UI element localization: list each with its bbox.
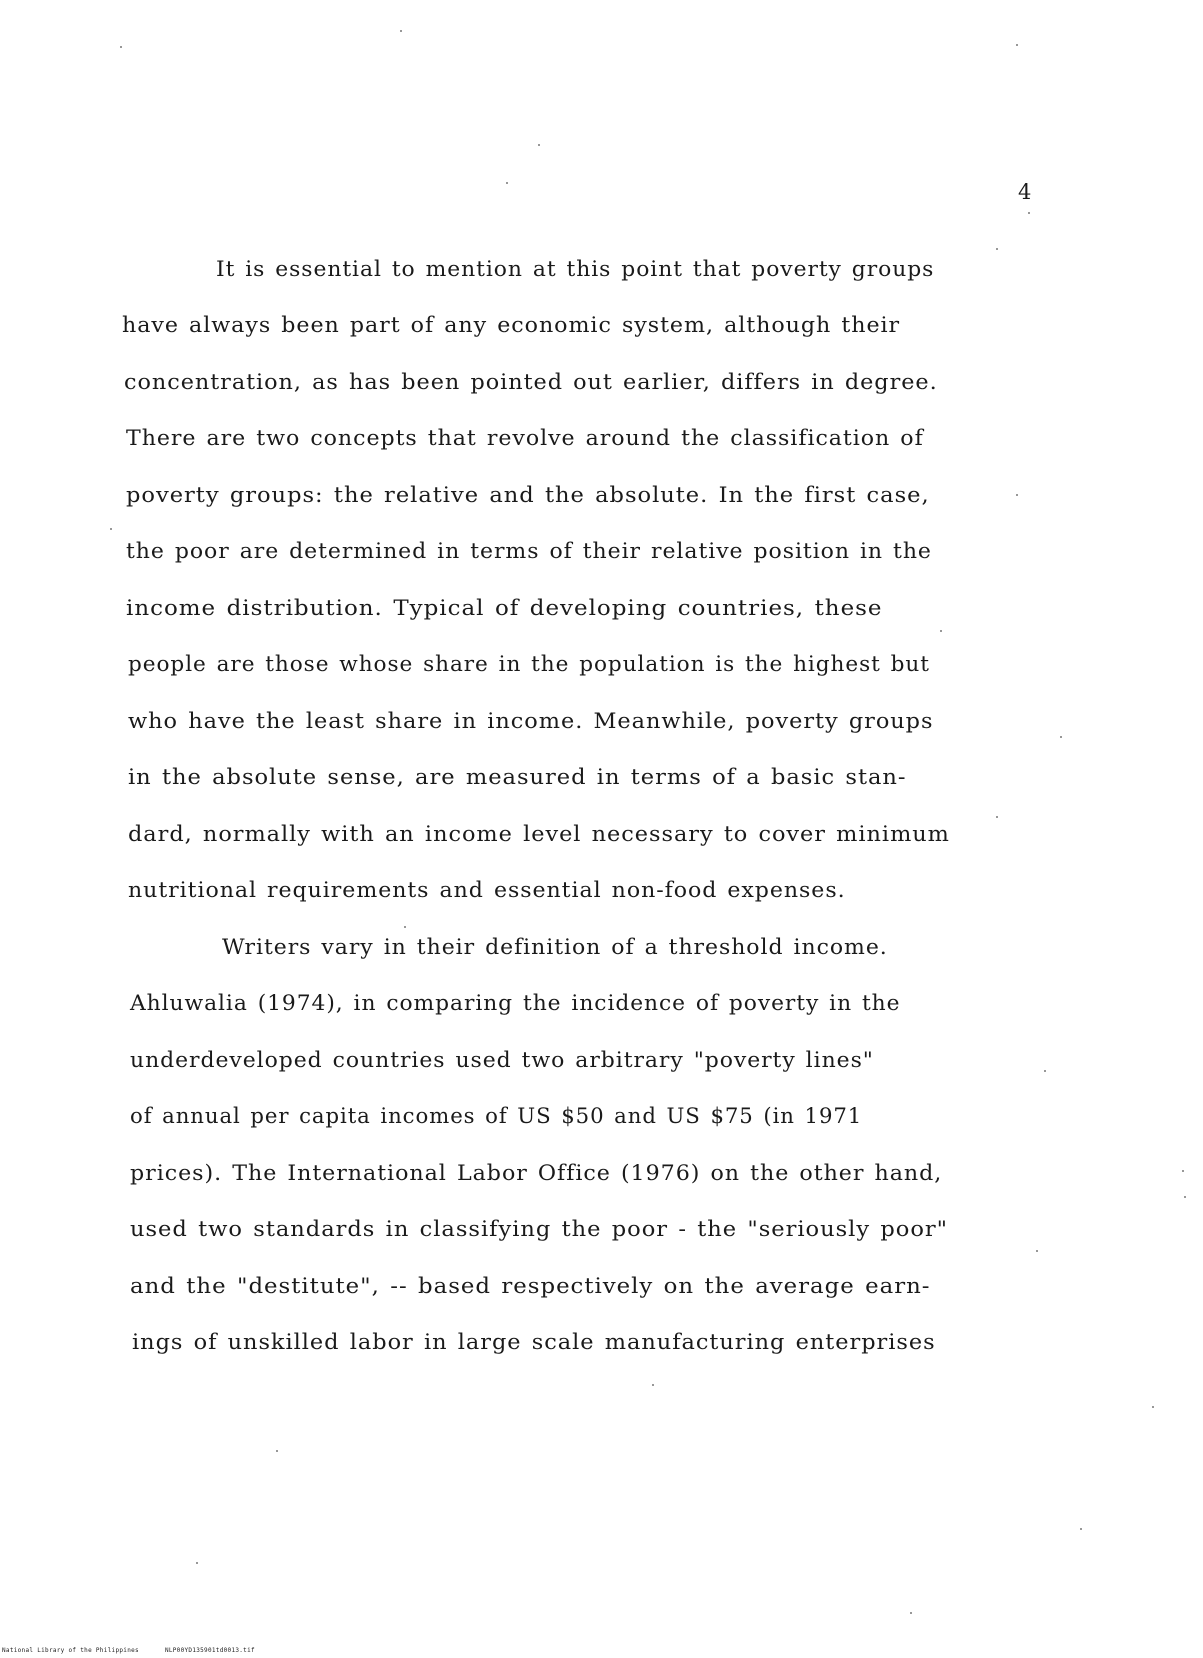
scan-speck: [1016, 494, 1018, 496]
scan-speck: [276, 1450, 278, 1452]
scan-speck: [1044, 1070, 1046, 1072]
scan-speck: [400, 30, 402, 32]
scan-speck: [940, 630, 942, 632]
text-line: the poor are determined in terms of their relative position in the: [126, 539, 932, 563]
text-line: Ahluwalia (1974), in comparing the incidence of poverty in the: [130, 991, 901, 1015]
text-line: and the "destitute", -- based respectively on the average earn-: [130, 1274, 931, 1298]
scan-speck: [404, 926, 406, 928]
scan-speck: [196, 1562, 198, 1564]
text-line: people are those whose share in the population is the highest but: [128, 652, 930, 676]
scan-speck: [996, 816, 998, 818]
scan-speck: [910, 1612, 912, 1614]
footer-file: NLP00YD135901td0013.tif: [164, 1647, 255, 1654]
text-line: ings of unskilled labor in large scale manufacturing enterprises: [132, 1330, 936, 1354]
text-line: dard, normally with an income level necessary to cover minimum: [128, 822, 950, 846]
footer-source: National Library of the Philippines: [2, 1647, 139, 1654]
scan-speck: [1182, 1170, 1184, 1172]
scan-speck: [1036, 1250, 1038, 1252]
scan-speck: [1016, 44, 1018, 46]
text-line: nutritional requirements and essential non-food expenses.: [128, 878, 846, 902]
text-line: Writers vary in their definition of a threshold income.: [222, 935, 888, 959]
page-number: 4: [1018, 180, 1032, 204]
text-line: underdeveloped countries used two arbitrary "poverty lines": [130, 1048, 874, 1072]
text-line: of annual per capita incomes of US $50 and US $75 (in 1971: [130, 1104, 863, 1128]
scan-speck: [1028, 212, 1030, 214]
scan-speck: [652, 1384, 654, 1386]
scan-speck: [506, 182, 508, 184]
scan-footer: [2, 1647, 255, 1654]
scan-speck: [1152, 1406, 1154, 1408]
text-line: prices). The International Labor Office (1976) on the other hand,: [130, 1161, 943, 1185]
scan-speck: [120, 46, 122, 48]
scan-speck: [110, 528, 112, 530]
text-line: income distribution. Typical of developing countries, these: [126, 596, 883, 620]
text-line: It is essential to mention at this point that poverty groups: [216, 257, 935, 281]
scan-speck: [996, 248, 998, 250]
text-line: poverty groups: the relative and the absolute. In the first case,: [126, 483, 930, 507]
text-line: who have the least share in income. Meanwhile, poverty groups: [128, 709, 934, 733]
scan-speck: [1184, 1196, 1186, 1198]
scan-speck: [1080, 1528, 1082, 1530]
text-line: used two standards in classifying the poor - the "seriously poor": [130, 1217, 949, 1241]
text-line: have always been part of any economic system, although their: [122, 313, 901, 337]
text-line: concentration, as has been pointed out earlier, differs in degree.: [124, 370, 938, 394]
scan-speck: [538, 144, 540, 146]
scan-speck: [1060, 736, 1062, 738]
text-line: in the absolute sense, are measured in terms of a basic stan-: [128, 765, 907, 789]
text-line: There are two concepts that revolve around the classification of: [126, 426, 924, 450]
